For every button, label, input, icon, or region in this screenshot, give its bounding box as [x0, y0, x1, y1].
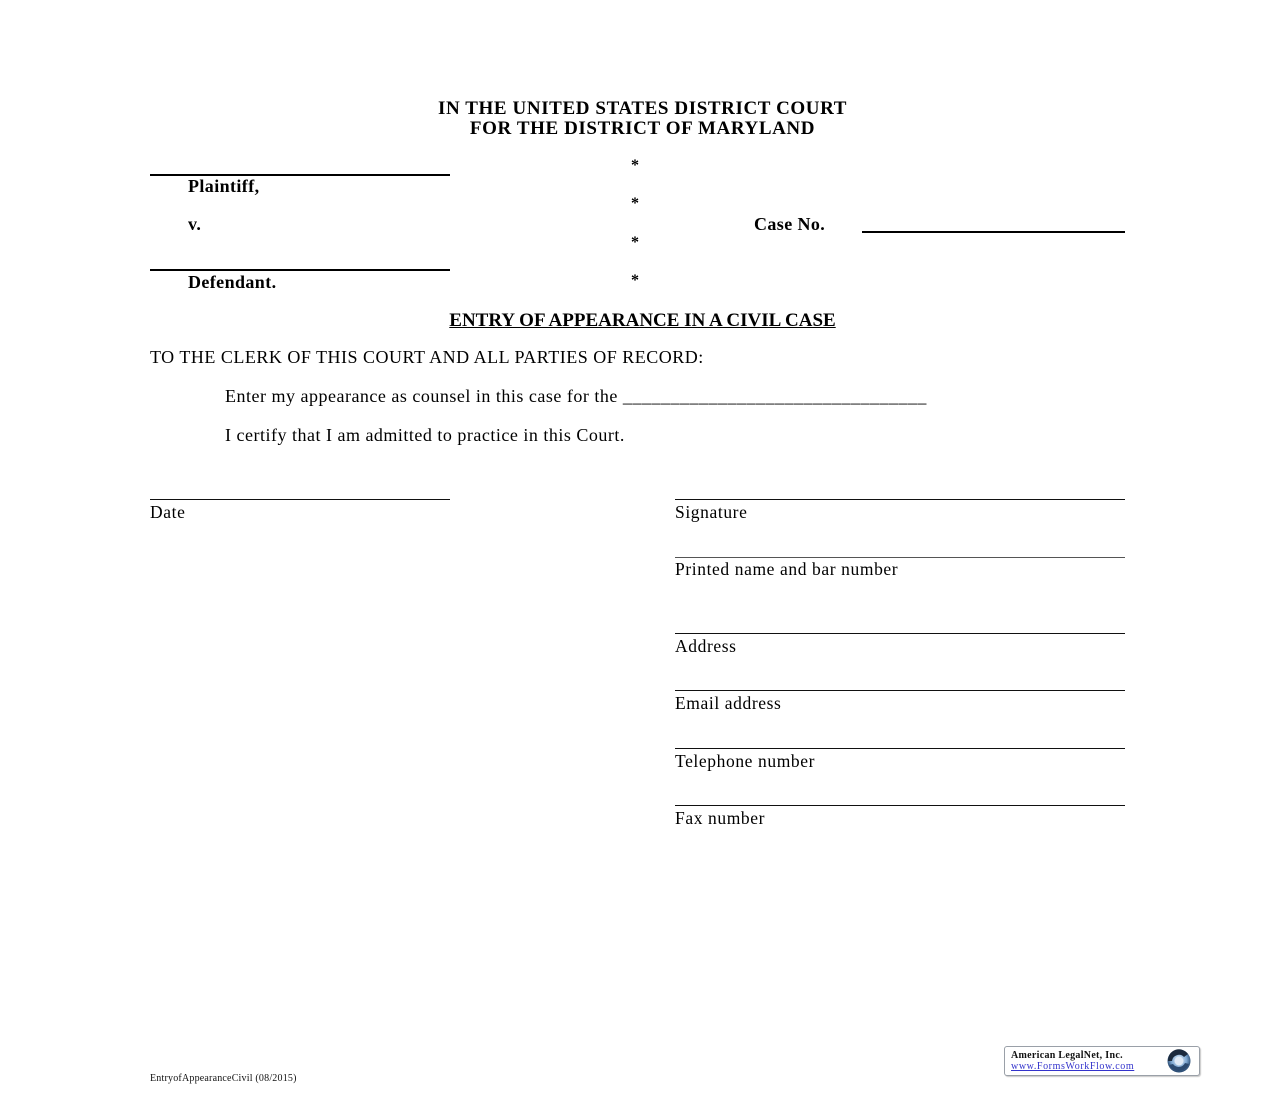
printed-name-field-line[interactable]: [675, 557, 1125, 558]
defendant-name-line[interactable]: [150, 269, 450, 271]
signature-field-line[interactable]: [675, 499, 1125, 500]
salutation: TO THE CLERK OF THIS COURT AND ALL PARTIES OF RECORD:: [150, 347, 704, 367]
versus-label: v.: [188, 214, 202, 234]
globe-logo-icon: [1162, 1048, 1196, 1074]
court-name-line-1: IN THE UNITED STATES DISTRICT COURT: [437, 98, 848, 119]
publisher-name: American LegalNet, Inc.: [1011, 1050, 1123, 1061]
fax-field-line[interactable]: [675, 805, 1125, 806]
telephone-label: Telephone number: [675, 751, 816, 771]
appearance-statement: [225, 386, 927, 407]
appearance-party-blank[interactable]: ________________________________: [622, 386, 927, 406]
telephone-field-line[interactable]: [675, 748, 1125, 749]
caption-separator-star: *: [631, 272, 639, 289]
appearance-text: Enter my appearance as counsel in this case for the: [225, 386, 618, 406]
email-label: Email address: [675, 693, 782, 713]
court-district-line-2: FOR THE DISTRICT OF MARYLAND: [469, 118, 816, 139]
fax-label: Fax number: [675, 808, 766, 828]
document-title: ENTRY OF APPEARANCE IN A CIVIL CASE: [449, 310, 836, 331]
signature-label: Signature: [675, 502, 748, 522]
date-field-line[interactable]: [150, 499, 450, 500]
email-field-line[interactable]: [675, 690, 1125, 691]
certification-statement: I certify that I am admitted to practice in this Court.: [225, 425, 625, 445]
case-number-field-line[interactable]: [862, 231, 1125, 233]
printed-name-label: Printed name and bar number: [675, 559, 899, 579]
address-label: Address: [675, 636, 737, 656]
caption-separator-star: *: [631, 157, 639, 174]
plaintiff-label: Plaintiff,: [188, 176, 260, 196]
form-code: EntryofAppearanceCivil (08/2015): [150, 1073, 297, 1084]
caption-separator-star: *: [631, 195, 639, 212]
publisher-badge[interactable]: [1004, 1046, 1200, 1076]
date-label: Date: [150, 502, 186, 522]
address-field-line[interactable]: [675, 633, 1125, 634]
caption-separator-star: *: [631, 234, 639, 251]
defendant-label: Defendant.: [188, 272, 277, 292]
case-number-label: Case No.: [754, 214, 826, 234]
publisher-link[interactable]: www.FormsWorkFlow.com: [1011, 1061, 1135, 1072]
